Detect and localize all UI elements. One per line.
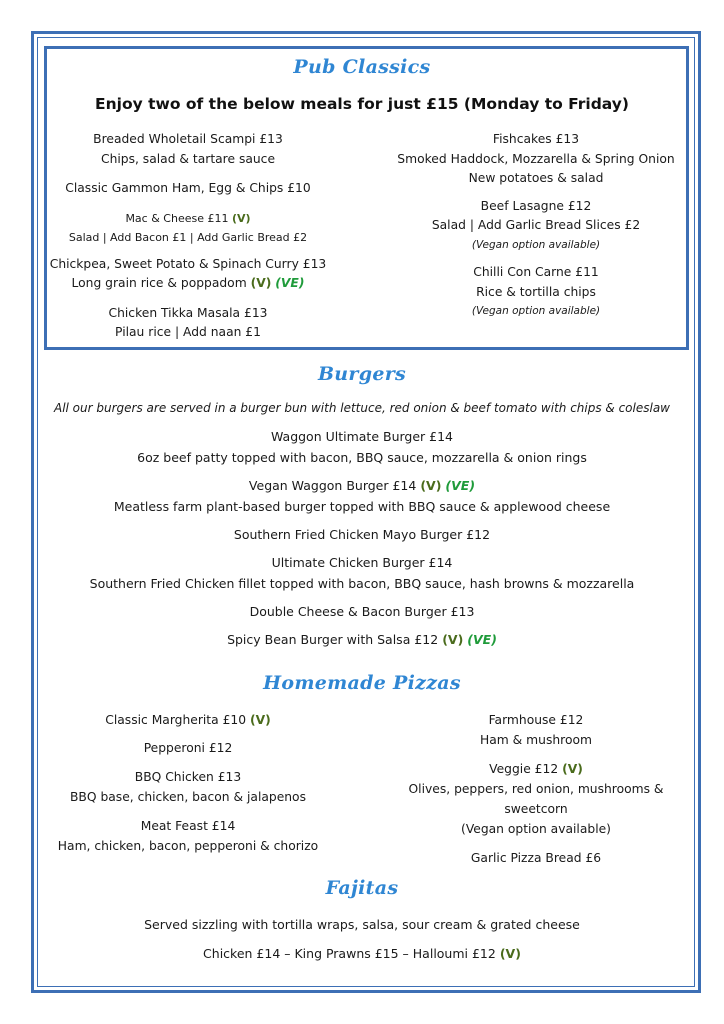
burgers-section [0,398,724,650]
menu-item-mac [33,210,343,227]
vegan-tag: (VE) [445,478,476,493]
fajitas-section [0,914,724,965]
menu-item-bbq-chicken-desc: BBQ base, chicken, bacon & jalapenos [69,790,306,804]
menu-item-tikka: Chicken Tikka Masala £13 [108,305,268,320]
menu-item-veggie [381,759,691,779]
menu-item-ultimate-burger-desc: 6oz beef patty topped with bacon, BBQ sauce, mozzarella & onion rings [137,450,587,465]
menu-item-ultimate-chicken: Ultimate Chicken Burger £14 [271,555,453,570]
menu-item-farmhouse-desc: Ham & mushroom [480,733,592,747]
menu-item-chilli-note: (Vegan option available) [471,305,601,317]
menu-item-double-cheese: Double Cheese & Bacon Burger £13 [249,604,475,619]
menu-item-southern-burger: Southern Fried Chicken Mayo Burger £12 [233,527,491,542]
menu-item-ultimate-chicken-desc: Southern Fried Chicken fillet topped with bacon, BBQ sauce, hash browns & mozzarella [89,576,635,591]
vegan-tag: (VE) [275,276,305,290]
classics-left-column [33,130,343,343]
menu-item-vegan-burger-desc: Meatless farm plant-based burger topped with BBQ sauce & applewood cheese [113,499,611,514]
menu-item-chickpea: Chickpea, Sweet Potato & Spinach Curry £13 [49,256,327,271]
pizzas-right-column [381,710,691,868]
menu-item-farmhouse: Farmhouse £12 [488,713,584,727]
menu-item-veggie-desc2: sweetcorn [504,802,568,816]
menu-item-ultimate-burger: Waggon Ultimate Burger £14 [270,429,454,444]
menu-item-scampi: Breaded Wholetail Scampi £13 [93,132,283,146]
menu-item-chickpea-desc-line [33,274,343,294]
pizzas-left-column [33,710,343,856]
menu-item-lasagne-note: (Vegan option available) [471,238,601,251]
menu-item-mac-desc: Salad | Add Bacon £1 | Add Garlic Bread £2 [68,230,308,244]
vegetarian-tag: (V) [562,762,583,776]
menu-item-mac-label: Mac & Cheese £11 [125,211,229,225]
vegetarian-tag: (V) [249,713,271,727]
menu-item-veggie-desc: Olives, peppers, red onion, mushrooms & [408,782,664,796]
menu-item-fishcakes: Fishcakes £13 [492,132,580,146]
vegetarian-tag: (V) [499,946,521,961]
menu-item-garlic-bread: Garlic Pizza Bread £6 [470,851,602,865]
menu-item-fishcakes-desc2: New potatoes & salad [468,171,604,185]
fajitas-desc: Served sizzling with tortilla wraps, salsa, sour cream & grated cheese [144,917,580,932]
offer-headline: Enjoy two of the below meals for just £15 (Monday to Friday) [95,95,629,113]
menu-item-margherita [33,710,343,730]
burgers-title: Burgers [317,363,407,385]
pub-classics-title: Pub Classics [293,56,431,78]
vegetarian-tag: (V) [442,632,464,647]
fajitas-options [0,943,724,965]
menu-item-spicy-bean-label: Spicy Bean Burger with Salsa £12 [227,632,439,647]
menu-item-chilli-desc: Rice & tortilla chips [476,284,596,299]
menu-item-tikka-desc: Pilau rice | Add naan £1 [115,325,261,339]
fajitas-options-label: Chicken £14 – King Prawns £15 – Halloumi £12 [203,946,496,961]
menu-item-spicy-bean [0,629,724,650]
menu-item-chickpea-desc: Long grain rice & poppadom [71,276,247,290]
menu-item-lasagne-desc: Salad | Add Garlic Bread Slices £2 [431,218,641,232]
menu-item-meat-feast: Meat Feast £14 [140,819,236,833]
menu-item-vegan-burger-label: Vegan Waggon Burger £14 [248,478,417,493]
menu-item-lasagne: Beef Lasagne £12 [480,198,592,213]
menu-item-veggie-label: Veggie £12 [489,762,559,776]
menu-item-fishcakes-desc: Smoked Haddock, Mozzarella & Spring Onion [397,151,675,166]
vegetarian-tag: (V) [250,276,272,290]
menu-item-gammon: Classic Gammon Ham, Egg & Chips £10 [65,181,311,195]
burgers-intro: All our burgers are served in a burger bun with lettuce, red onion & beef tomato with chips & coleslaw [53,401,670,415]
fajitas-title: Fajitas [325,877,399,899]
vegan-tag: (VE) [467,632,497,647]
menu-item-bbq-chicken: BBQ Chicken £13 [134,770,242,784]
menu-item-margherita-label: Classic Margherita £10 [105,713,247,727]
menu-item-meat-feast-desc: Ham, chicken, bacon, pepperoni & chorizo [57,839,319,853]
classics-right-column [381,130,691,322]
menu-item-chilli: Chilli Con Carne £11 [473,265,599,279]
menu-item-veggie-note: (Vegan option available) [461,822,611,836]
vegetarian-tag: (V) [231,211,251,225]
pizzas-title: Homemade Pizzas [263,672,461,694]
menu-item-pepperoni: Pepperoni £12 [143,741,233,755]
menu-item-vegan-burger [0,475,724,496]
vegetarian-tag: (V) [420,478,442,493]
menu-item-scampi-desc: Chips, salad & tartare sauce [100,151,276,166]
